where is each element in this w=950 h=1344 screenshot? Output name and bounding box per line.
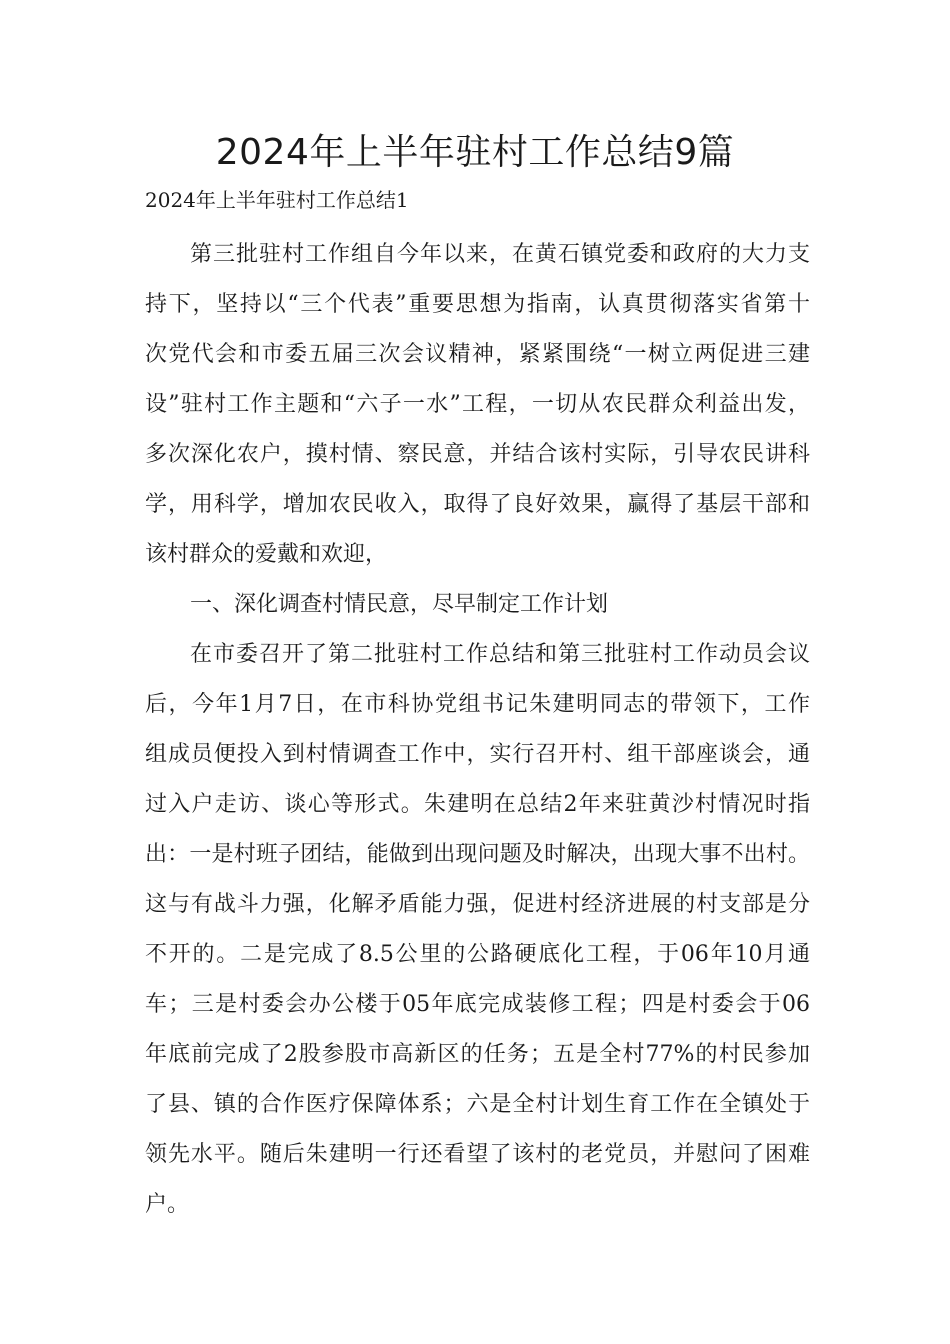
intro-line-5: 多次深化农户，摸村情、察民意，并结合该村实际，引导农民讲科 bbox=[145, 442, 810, 467]
body-line-4: 过入户走访、谈心等形式。朱建明在总结2年来驻黄沙村情况时指 bbox=[145, 792, 810, 817]
body-line-3: 组成员便投入到村情调查工作中，实行召开村、组干部座谈会，通 bbox=[145, 742, 810, 767]
body-line-10: 了县、镇的合作医疗保障体系；六是全村计划生育工作在全镇处于 bbox=[145, 1092, 810, 1117]
intro-line-2: 持下，坚持以“三个代表”重要思想为指南，认真贯彻落实省第十 bbox=[145, 292, 810, 317]
body-line-7: 不开的。二是完成了8.5公里的公路硬底化工程，于06年10月通 bbox=[145, 942, 810, 967]
intro-line-7: 该村群众的爱戴和欢迎， bbox=[145, 542, 388, 567]
section-subtitle: 2024年上半年驻村工作总结1 bbox=[145, 188, 409, 212]
body-line-8: 车；三是村委会办公楼于05年底完成装修工程；四是村委会于06 bbox=[145, 992, 810, 1017]
intro-line-1: 第三批驻村工作组自今年以来，在黄石镇党委和政府的大力支 bbox=[190, 242, 810, 267]
body-line-1: 在市委召开了第二批驻村工作总结和第三批驻村工作动员会议 bbox=[190, 642, 810, 667]
document-title: 2024年上半年驻村工作总结9篇 bbox=[215, 132, 735, 173]
body-line-5: 出：一是村班子团结，能做到出现问题及时解决，出现大事不出村。 bbox=[145, 842, 810, 867]
intro-line-4: 设”驻村工作主题和“六子一水”工程，一切从农民群众利益出发， bbox=[145, 392, 810, 417]
body-line-6: 这与有战斗力强，化解矛盾能力强，促进村经济进展的村支部是分 bbox=[145, 892, 810, 917]
intro-line-6: 学，用科学，增加农民收入，取得了良好效果，赢得了基层干部和 bbox=[145, 492, 810, 517]
body-line-11: 领先水平。随后朱建明一行还看望了该村的老党员，并慰问了困难 bbox=[145, 1142, 810, 1167]
body-line-2: 后，今年1月7日，在市科协党组书记朱建明同志的带领下，工作 bbox=[145, 692, 810, 717]
intro-line-3: 次党代会和市委五届三次会议精神，紧紧围绕“一树立两促进三建 bbox=[145, 342, 810, 367]
body-line-9: 年底前完成了2股参股市高新区的任务；五是全村77%的村民参加 bbox=[145, 1042, 810, 1067]
section-heading: 一、深化调查村情民意，尽早制定工作计划 bbox=[190, 592, 609, 617]
body-line-12: 户。 bbox=[145, 1192, 190, 1217]
